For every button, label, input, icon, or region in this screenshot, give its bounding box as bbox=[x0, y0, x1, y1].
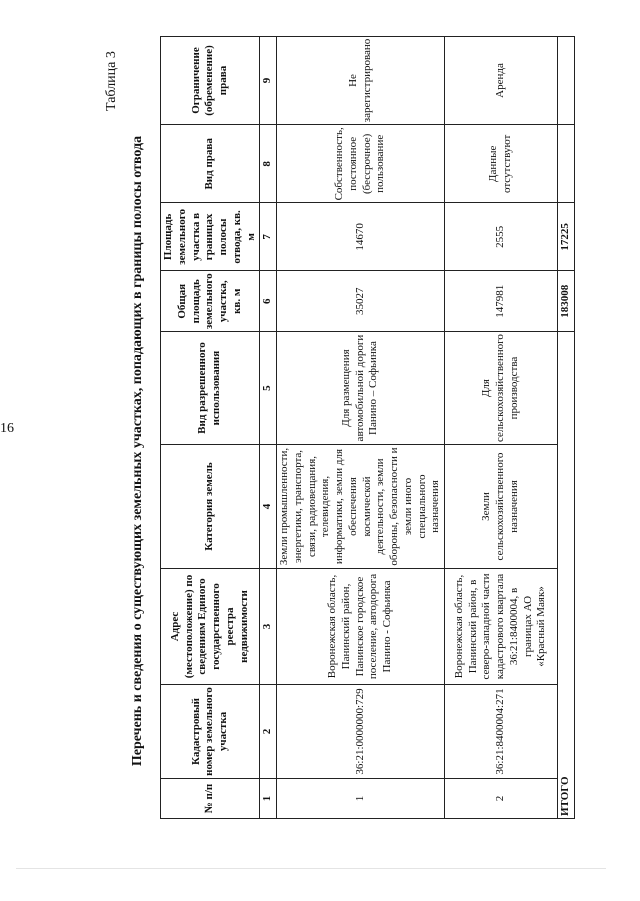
right-type-cell: Собственность, постоянное (бессрочное) пользование bbox=[277, 125, 445, 203]
land-plots-table bbox=[160, 36, 575, 819]
scan-edge-line bbox=[16, 868, 606, 869]
permitted-use-cell: Для сельскохозяйственного производства bbox=[445, 332, 558, 445]
empty-cell bbox=[558, 125, 575, 203]
address-cell: Воронежская область, Панинский район, Панинское городское поселение, автодорога Панино - Софьинка bbox=[277, 569, 445, 685]
header-cell: Адрес (местоположение) по сведениям Единого государственного реестра недвижимости bbox=[161, 569, 260, 685]
right-type-cell: Данные отсутствуют bbox=[445, 125, 558, 203]
column-number: 8 bbox=[260, 125, 277, 203]
column-number: 3 bbox=[260, 569, 277, 685]
header-cell: Вид разрешенного использования bbox=[161, 332, 260, 445]
header-cell: Площадь земельного участка в границах полосы отвода, кв. м bbox=[161, 203, 260, 271]
row-number: 2 bbox=[445, 779, 558, 819]
column-number: 5 bbox=[260, 332, 277, 445]
restriction-cell: Не зарегистрировано bbox=[277, 36, 445, 125]
land-category-cell: Земли промышленности, энергетики, транспорта, связи, радиовещания, телевидения, информатики, земли для обеспечения космической деятельности, земли обороны, безопасности и земли иного специального назначения bbox=[277, 445, 445, 569]
column-number: 9 bbox=[260, 36, 277, 125]
column-number: 2 bbox=[260, 685, 277, 779]
address-cell: Воронежская область, Панинский район, в северо-западной части кадастрового квартала 36:21:8400004, в границах АО «Красный Маяк» bbox=[445, 569, 558, 685]
band-area-sum: 17225 bbox=[558, 203, 575, 271]
header-cell: Вид права bbox=[161, 125, 260, 203]
band-area-cell: 14670 bbox=[277, 203, 445, 271]
document-title: Перечень и сведения о существующих земельных участках, попадающих в границы полосы отвода bbox=[130, 135, 145, 767]
header-cell: Категория земель bbox=[161, 445, 260, 569]
header-cell: Кадастровый номер земельного участка bbox=[161, 685, 260, 779]
land-category-cell: Земли сельскохозяйственного назначения bbox=[445, 445, 558, 569]
totals-row bbox=[558, 36, 575, 818]
cadastral-number: 36:21:8400004:271 bbox=[445, 685, 558, 779]
column-number: 4 bbox=[260, 445, 277, 569]
table-label: Таблица 3 bbox=[104, 51, 119, 111]
column-number: 1 bbox=[260, 779, 277, 819]
totals-label: ИТОГО bbox=[558, 332, 575, 819]
header-cell: № п/п bbox=[161, 779, 260, 819]
column-number-row bbox=[260, 36, 277, 818]
table-row bbox=[277, 36, 445, 818]
table-row bbox=[445, 36, 558, 818]
header-cell: Общая площадь земельного участка, кв. м bbox=[161, 271, 260, 332]
total-area-sum: 183008 bbox=[558, 271, 575, 332]
restriction-cell: Аренда bbox=[445, 36, 558, 125]
column-number: 7 bbox=[260, 203, 277, 271]
empty-cell bbox=[558, 36, 575, 125]
permitted-use-cell: Для размещения автомобильной дороги Панино – Софьинка bbox=[277, 332, 445, 445]
header-row bbox=[161, 36, 260, 818]
column-number: 6 bbox=[260, 271, 277, 332]
row-number: 1 bbox=[277, 779, 445, 819]
cadastral-number: 36:21:0000000:729 bbox=[277, 685, 445, 779]
band-area-cell: 2555 bbox=[445, 203, 558, 271]
header-cell: Ограничение (обременение) права bbox=[161, 36, 260, 125]
page-number: 16 bbox=[0, 421, 14, 436]
total-area-cell: 147981 bbox=[445, 271, 558, 332]
total-area-cell: 35027 bbox=[277, 271, 445, 332]
